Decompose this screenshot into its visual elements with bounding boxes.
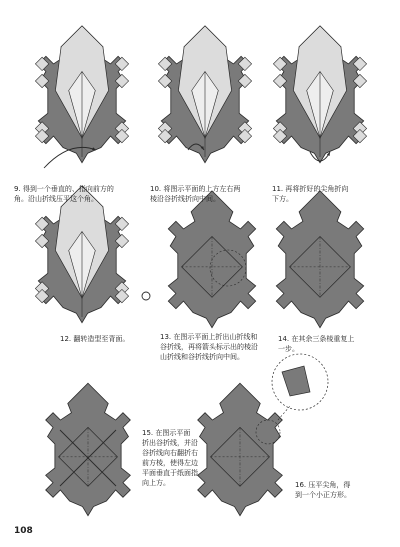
diagram-step-14: [276, 191, 363, 328]
caption-step-9: 9. 得到一个垂直的、指向前方的 角。沿山折线压平这个角。: [14, 185, 114, 203]
page-number: 108: [14, 526, 33, 536]
diagram-step-11: [273, 26, 366, 163]
caption-step-16: 16. 压平尖角，得 到一个小正方形。: [295, 481, 351, 499]
caption-step-12: 12. 翻转造型至背面。: [60, 335, 130, 343]
caption-step-11: 11. 再将折好的尖角折向 下方。: [272, 185, 349, 203]
diagram-step-9: [35, 26, 128, 163]
caption-step-10: 10. 将图示平面的上方左右两 棱沿谷折线折向中间。: [150, 185, 241, 203]
turn-over-icon: [142, 292, 150, 300]
caption-step-14: 14. 在其余三条棱重复上 一步。: [278, 335, 355, 353]
diagram-step-12: [35, 186, 128, 323]
diagram-step-10: [158, 26, 251, 163]
diagram-step-15: [46, 383, 131, 515]
diagram-step-16: [198, 383, 283, 515]
caption-step-13: 13. 在图示平面上折出山折线和 谷折线，再将箭头标示出的棱沿 山折线和谷折线折向中间。: [160, 333, 258, 361]
caption-step-15: 15. 在图示平面 折出谷折线，并沿 谷折线向右翻折右 前方棱，使得左边 平面垂直于纸面指 向上方。: [142, 429, 198, 487]
